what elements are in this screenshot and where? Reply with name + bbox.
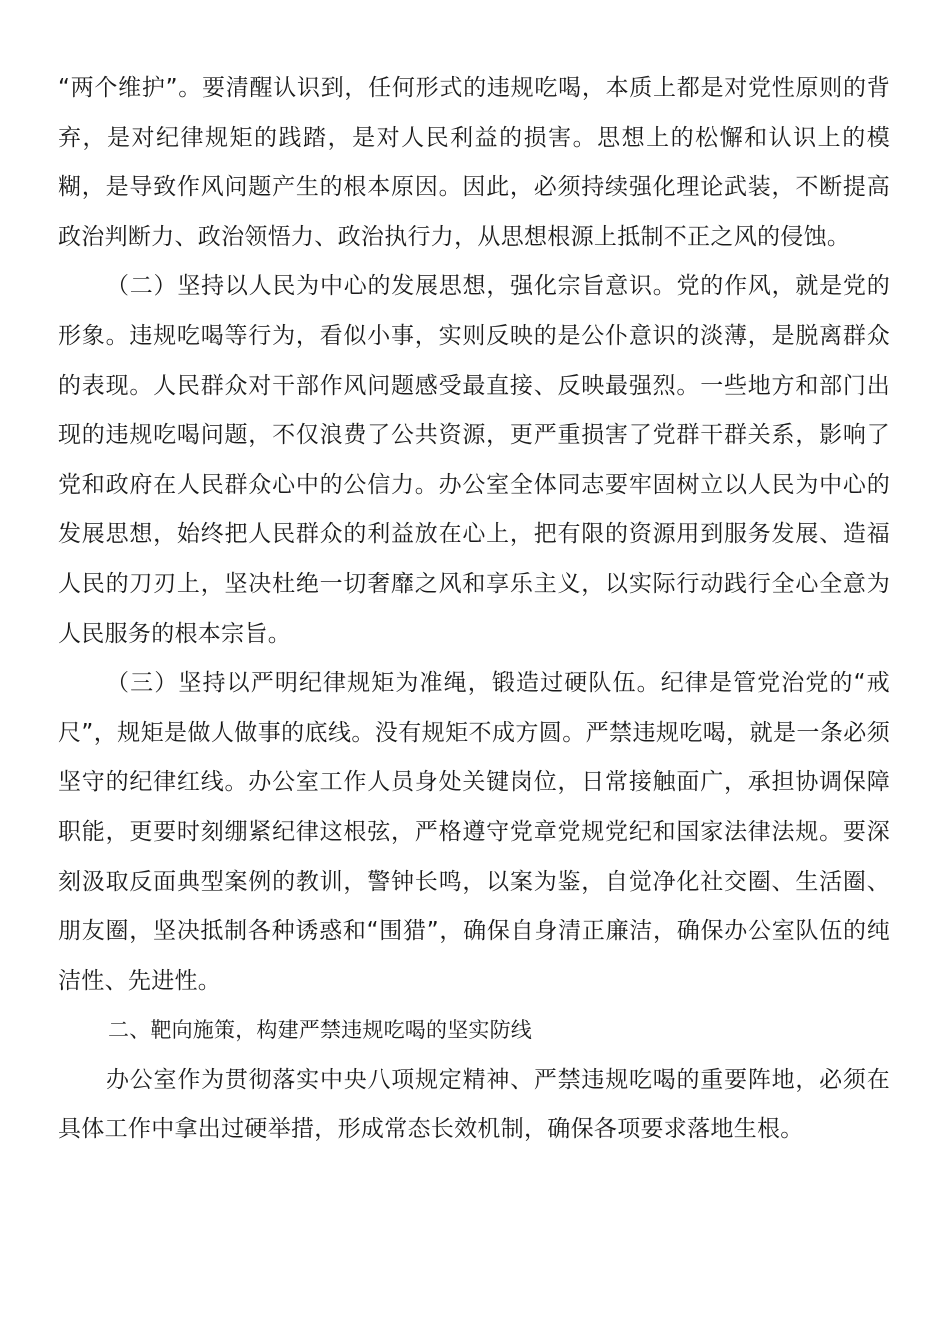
paragraph-intro: 办公室作为贯彻落实中央八项规定精神、严禁违规吃喝的重要阵地，必须在具体工作中拿出过硬举措，形成常态长效机制，确保各项要求落地生根。 [58, 1066, 890, 1143]
paragraph-section-2: （二）坚持以人民为中心的发展思想，强化宗旨意识。党的作风，就是党的形象。违规吃喝等行为，看似小事，实则反映的是公仆意识的淡薄，是脱离群众的表现。人民群众对干部作风问题感受最直接、反映最强烈。一些地方和部门出现的违规吃喝问题，不仅浪费了公共资源，更严重损害了党群干群关系，影响了党和政府在人民群众心中的公信力。办公室全体同志要牢固树立以人民为中心的发展思想，始终把人民群众的利益放在心上，把有限的资源用到服务发展、造福人民的刀刃上，坚决杜绝一切奢靡之风和享乐主义，以实际行动践行全心全意为人民服务的根本宗旨。 [58, 273, 890, 647]
paragraph-section-3: （三）坚持以严明纪律规矩为准绳，锻造过硬队伍。纪律是管党治党的“戒尺”，规矩是做人做事的底线。没有规矩不成方圆。严禁违规吃喝，就是一条必须坚守的纪律红线。办公室工作人员身处关键岗位，日常接触面广，承担协调保障职能，更要时刻绷紧纪律这根弦，严格遵守党章党规党纪和国家法律法规。要深刻汲取反面典型案例的教训，警钟长鸣，以案为鉴，自觉净化社交圈、生活圈、朋友圈，坚决抵制各种诱惑和“围猎”，确保自身清正廉洁，确保办公室队伍的纯洁性、先进性。 [58, 670, 890, 994]
paragraph-continued: “两个维护”。要清醒认识到，任何形式的违规吃喝，本质上都是对党性原则的背弃，是对纪律规矩的践踏，是对人民利益的损害。思想上的松懈和认识上的模糊，是导致作风问题产生的根本原因。因此，必须持续强化理论武装，不断提高政治判断力、政治领悟力、政治执行力，从思想根源上抵制不正之风的侵蚀。 [58, 75, 890, 250]
section-heading: 二、靶向施策，构建严禁违规吃喝的坚实防线 [108, 1018, 532, 1043]
